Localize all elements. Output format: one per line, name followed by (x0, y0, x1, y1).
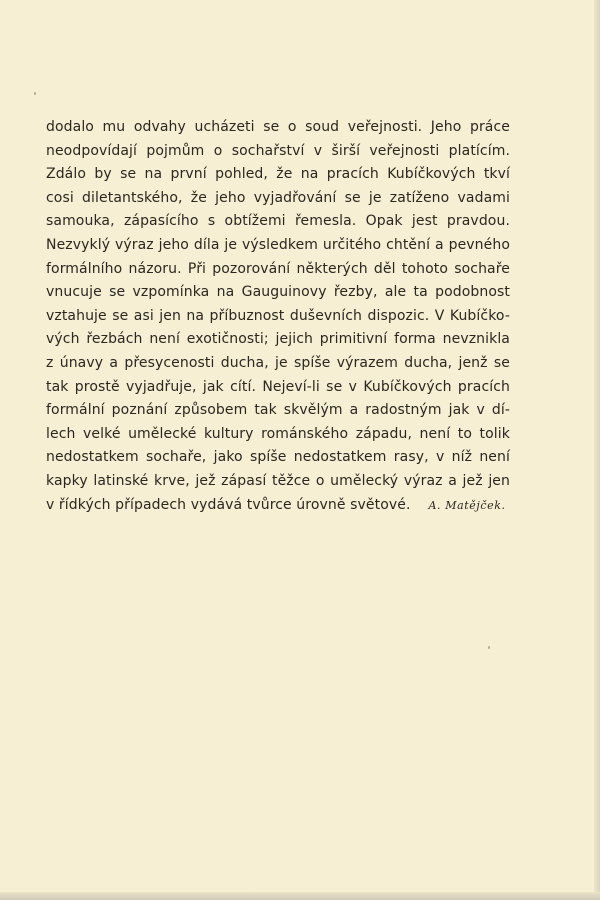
text-line: vnucuje se vzpomínka na Gauguinovy řezby, ale ta podobnost (46, 284, 510, 301)
text-line: Nezvyklý výraz jeho díla je výsledkem určitého chtění a pevného (46, 236, 510, 253)
text-line: z únavy a přesycenosti ducha, je spíše výrazem ducha, jenž se (46, 354, 510, 371)
text-line: Zdálo by se na první pohled, že na pracích Kubíčkových tkví (46, 166, 510, 183)
text-line: tak prostě vyjadřuje, jak cítí. Nejeví-li se v Kubíčkových pracích (46, 378, 510, 395)
text-line: vztahuje se asi jen na příbuznost duševních dispozic. V Kubíčko- (46, 307, 510, 324)
text-line: formálního názoru. Při pozorování některých děl tohoto sochaře (46, 260, 510, 277)
text-line: v řídkých případech vydává tvůrce úrovně světové. (46, 496, 411, 513)
text-line: samouka, zápasícího s obtížemi řemesla. Opak jest pravdou. (46, 213, 510, 230)
text-line: lech velké umělecké kultury románského západu, není to tolik (46, 425, 510, 442)
text-line-final (46, 494, 510, 518)
page-edge-bottom (0, 892, 600, 900)
paper-speck (488, 646, 490, 649)
page-edge-right (594, 0, 600, 900)
text-line: cosi diletantského, že jeho vyjadřování se je zatíženo vadami (46, 189, 510, 206)
body-text (46, 116, 510, 517)
text-line: formální poznání způsobem tak skvělým a radostným jak v dí- (46, 402, 510, 419)
paper-speck (34, 92, 36, 95)
text-line: nedostatkem sochaře, jako spíše nedostatkem rasy, v níž není (46, 449, 510, 466)
text-line: dodalo mu odvahy ucházeti se o soud veřejnosti. Jeho práce (46, 119, 510, 135)
author-signature: A. Matějček. (428, 498, 506, 512)
text-line: vých řezbách není exotičnosti; jejich primitivní forma nevznikla (46, 331, 510, 348)
text-line: kapky latinské krve, jež zápasí těžce o umělecký výraz a jež jen (46, 472, 510, 489)
text-line: neodpovídají pojmům o sochařství v širší veřejnosti platícím. (46, 142, 510, 159)
